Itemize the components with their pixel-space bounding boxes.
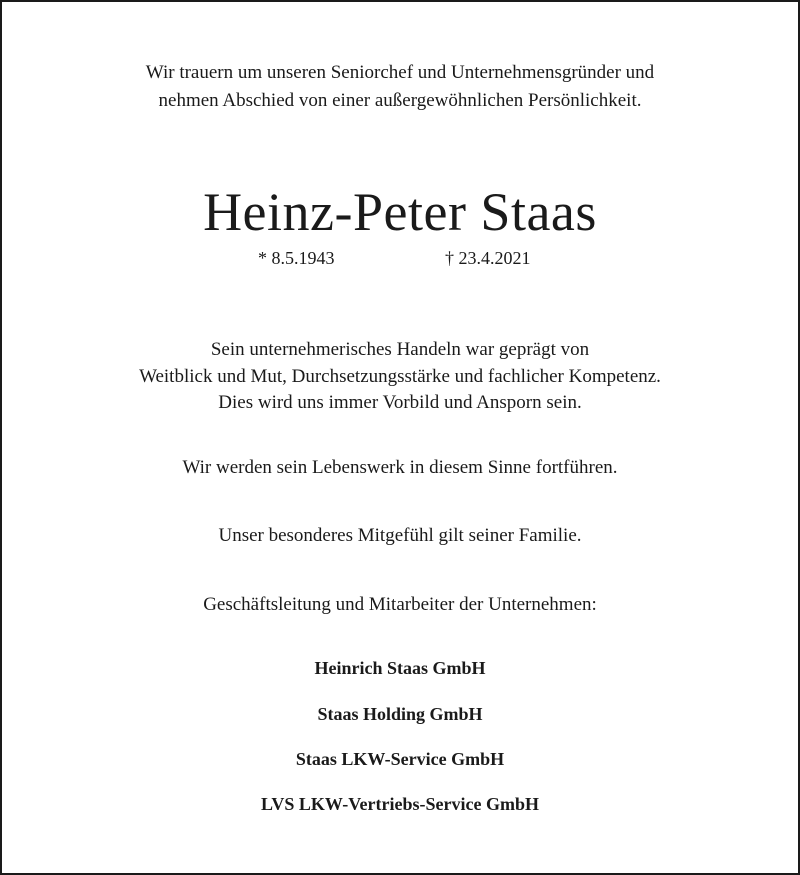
company-name: LVS LKW-Vertriebs-Service GmbH — [261, 794, 539, 814]
tribute-line-3: Dies wird uns immer Vorbild und Ansporn sein. — [218, 392, 582, 413]
signatories-intro: Geschäftsleitung und Mitarbeiter der Unternehmen: — [203, 594, 597, 615]
company-name: Heinrich Staas GmbH — [314, 658, 486, 678]
legacy-statement: Wir werden sein Lebenswerk in diesem Sinne fortführen. — [182, 457, 618, 478]
death-date: † 23.4.2021 — [445, 248, 531, 268]
intro-line-2: nehmen Abschied von einer außergewöhnlichen Persönlichkeit. — [158, 90, 642, 111]
birth-date: * 8.5.1943 — [258, 248, 335, 268]
company-name: Staas Holding GmbH — [317, 704, 483, 724]
intro-line-1: Wir trauern um unseren Seniorchef und Unternehmensgründer und — [145, 62, 655, 83]
sympathy-statement: Unser besonderes Mitgefühl gilt seiner Familie. — [218, 525, 582, 546]
deceased-name: Heinz-Peter Staas — [203, 182, 597, 242]
tribute-line-2: Weitblick und Mut, Durchsetzungsstärke und fachlicher Kompetenz. — [139, 366, 661, 387]
tribute-line-1: Sein unternehmerisches Handeln war geprägt von — [210, 339, 590, 360]
company-name: Staas LKW-Service GmbH — [295, 749, 505, 769]
